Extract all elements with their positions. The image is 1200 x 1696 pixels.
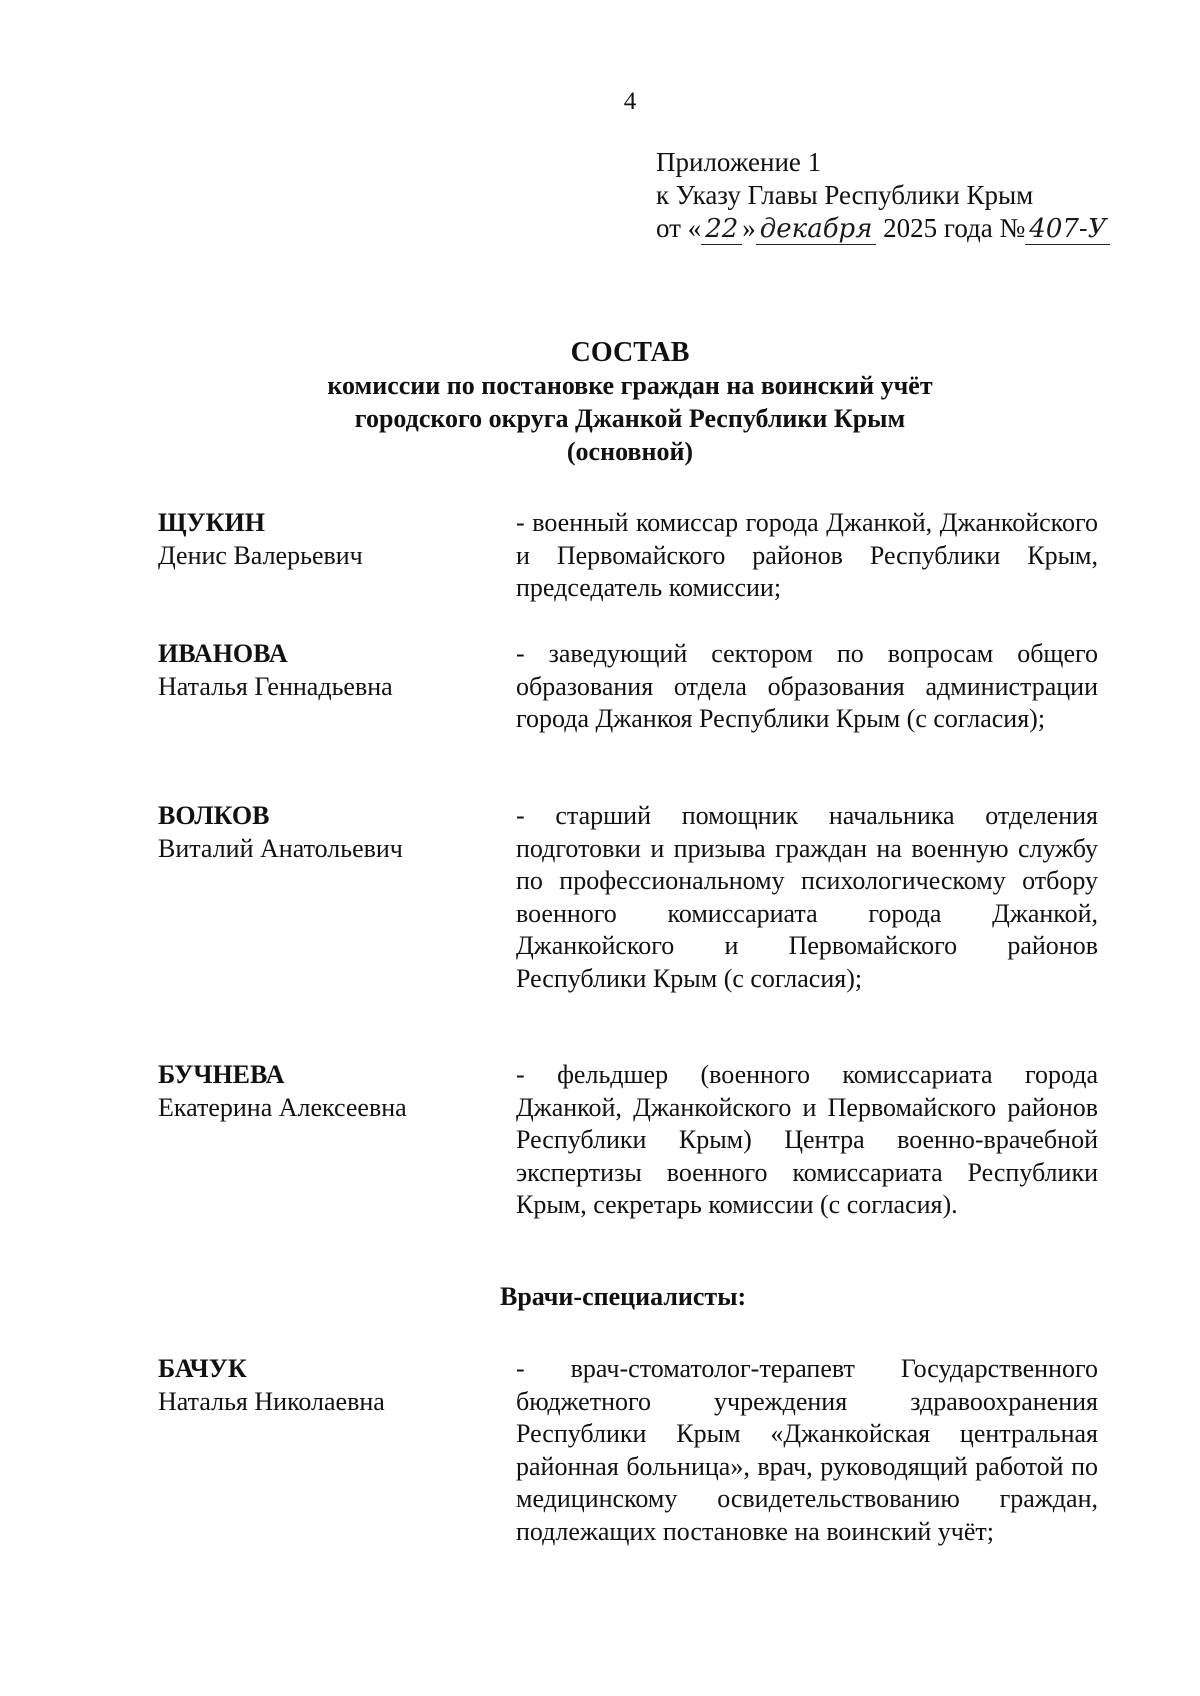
member-person <box>158 638 393 703</box>
page-number: 4 <box>623 88 637 115</box>
date-prefix: от « <box>656 213 702 243</box>
member-surname: ВОЛКОВ <box>158 801 270 830</box>
title-line-4: (основной) <box>566 437 694 466</box>
member-surname: ЩУКИН <box>158 508 265 537</box>
specialist-person <box>158 1353 385 1418</box>
member-name: Екатерина Алексеевна <box>158 1092 407 1122</box>
member-person <box>158 800 403 865</box>
handwritten-number: 407-У <box>1025 214 1110 245</box>
member-description: - военный комиссар города Джанкой, Джанкойского и Первомайского районов Республики Крым, председатель комиссии; <box>516 508 1098 602</box>
member-description: - старший помощник начальника отделения подготовки и призыва граждан на военную службу по профессиональному психологическому отбору военного комиссариата города Джанкой, Джанкойского и Первомайского районов Республики Крым (с согласия); <box>516 801 1098 993</box>
member-description: - фельдшер (военного комиссариата города Джанкой, Джанкойского и Первомайского районов Республики Крым) Центра военно-врачебной экспертизы военного комиссариата Республики Крым, секретарь комиссии (с согласия). <box>516 1060 1098 1219</box>
date-mid: » <box>742 213 756 243</box>
member-name: Наталья Геннадьевна <box>158 671 393 701</box>
specialist-name: Наталья Николаевна <box>158 1386 385 1416</box>
handwritten-day: 22 <box>701 214 742 245</box>
section-heading: Врачи-специалисты: <box>500 1282 747 1311</box>
title-line-3: городского округа Джанкой Республики Крым <box>354 404 906 433</box>
appendix-date-line <box>656 212 1110 246</box>
specialist-description: - врач-стоматолог-терапевт Государственного бюджетного учреждения здравоохранения Республики Крым «Джанкойская центральная районная больница», врач, руководящий работой по медицинскому освидетельствованию граждан, подлежащих постановке на воинский учёт; <box>516 1354 1098 1546</box>
handwritten-month: декабря <box>756 214 877 245</box>
appendix-line-1: Приложение 1 <box>656 147 822 177</box>
member-description: - заведующий сектором по вопросам общего образования отдела образования администрации города Джанкоя Республики Крым (с согласия); <box>516 639 1098 733</box>
appendix-line-2: к Указу Главы Республики Крым <box>656 180 1034 210</box>
member-surname: БУЧНЕВА <box>158 1060 285 1089</box>
member-name: Денис Валерьевич <box>158 540 363 570</box>
member-surname: ИВАНОВА <box>158 639 288 668</box>
title-line-2: комиссии по постановке граждан на воинский учёт <box>327 371 933 400</box>
member-name: Виталий Анатольевич <box>158 833 403 863</box>
appendix-block <box>656 146 1110 246</box>
specialist-surname: БАЧУК <box>158 1354 247 1383</box>
member-person <box>158 1059 407 1124</box>
document-title: СОСТАВ <box>570 337 690 368</box>
member-person <box>158 507 363 572</box>
title-block <box>0 336 1200 468</box>
date-year: 2025 года № <box>876 213 1026 243</box>
